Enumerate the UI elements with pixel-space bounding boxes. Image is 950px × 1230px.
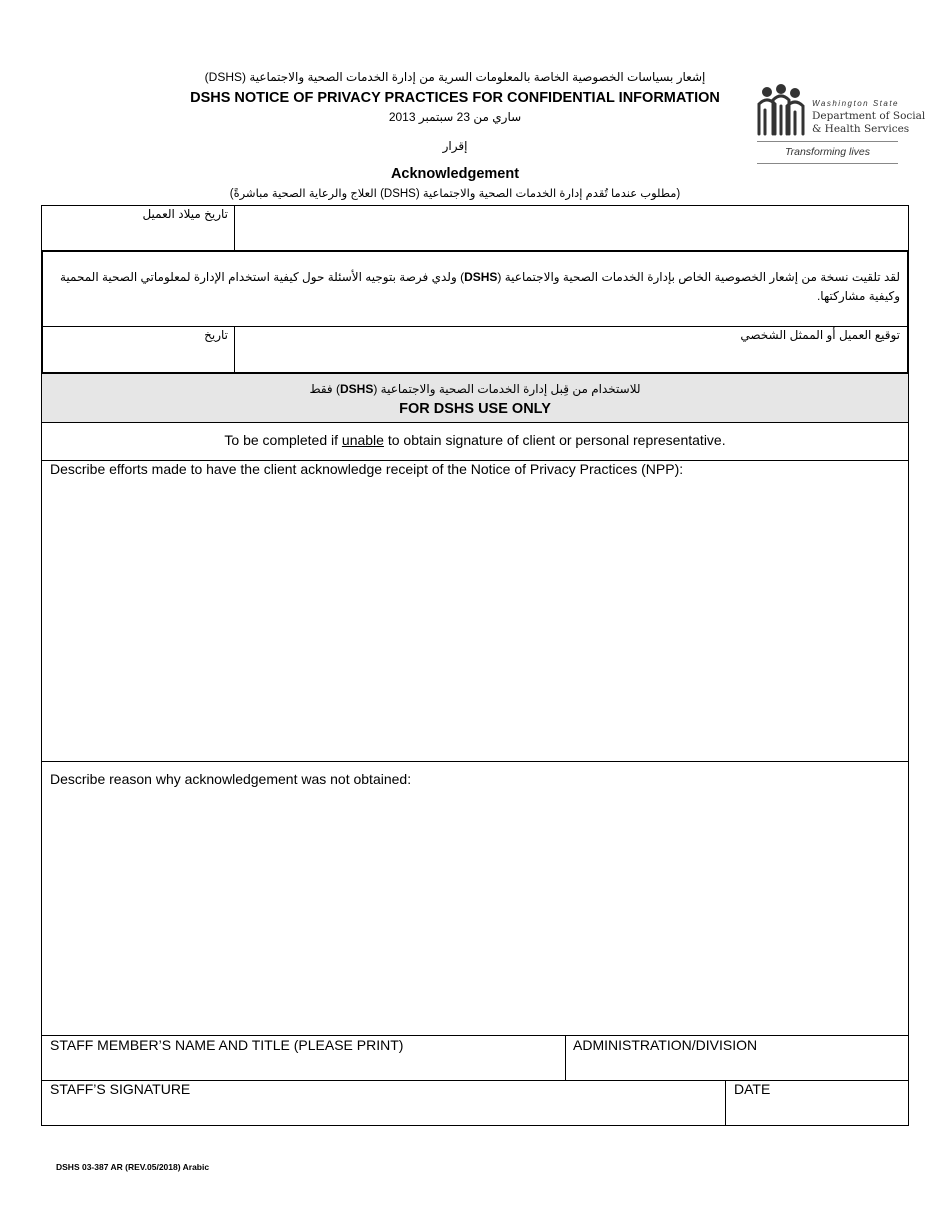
form-id: DSHS 03-387 AR (REV.05/2018) Arabic <box>56 1162 210 1172</box>
staff-date-label: DATE <box>734 1081 771 1097</box>
logo-divider <box>757 163 898 164</box>
logo-tagline: Transforming lives <box>785 146 870 158</box>
staff-signature-label: STAFF’S SIGNATURE <box>50 1081 191 1097</box>
completion-part1: To be completed if <box>224 432 342 448</box>
arabic-dshs-use-only <box>41 382 909 396</box>
people-logo-icon <box>755 84 807 138</box>
reason-field-label: Describe reason why acknowledgement was not obtained: <box>50 771 412 787</box>
staff-name-label: STAFF MEMBER’S NAME AND TITLE (PLEASE PRINT) <box>50 1037 404 1053</box>
acknowledgement-heading: Acknowledgement <box>390 166 520 182</box>
logo-dept-line2: & Health Services <box>812 123 910 135</box>
client-dob-label: تاريخ ميلاد العميل <box>142 207 228 221</box>
client-date-label: تاريخ <box>204 328 228 342</box>
ack-text-part1: لقد تلقيت نسخة من إشعار الخصوصية الخاص بإدارة الخدمات الصحية والاجتماعية ( <box>497 270 900 284</box>
form-divider <box>41 761 909 762</box>
ack-text-part2: ) ولدي فرصة بتوجيه الأسئلة حول كيفية استخدام الإدارة لمعلوماتي الصحية المحمية وكيفية مشاركتها. <box>59 270 900 303</box>
logo-department-text <box>812 110 925 136</box>
administration-division-label: ADMINISTRATION/DIVISION <box>573 1037 758 1053</box>
logo-divider <box>757 141 898 142</box>
arabic-required-note: (مطلوب عندما تُقدم إدارة الخدمات الصحية والاجتماعية (DSHS) العلاج والرعاية الصحية مباشرةً) <box>229 188 681 200</box>
ack-text-dshs: DSHS <box>464 270 498 284</box>
completion-part2: to obtain signature of client or personal representative. <box>383 432 726 448</box>
form-divider <box>41 1035 909 1036</box>
logo-state-text: Washington State <box>812 99 900 108</box>
completion-unable: unable <box>341 432 384 448</box>
dshs-use-ar-bold: DSHS <box>340 382 374 396</box>
form-column-divider <box>565 1035 566 1080</box>
signature-row-divider <box>43 326 907 327</box>
form-column-divider <box>725 1080 726 1126</box>
logo-dept-line1: Department of Social <box>812 110 926 122</box>
arabic-effective-date: ساري من 23 سبتمبر 2013 <box>388 110 522 124</box>
page-title: DSHS NOTICE OF PRIVACY PRACTICES FOR CONFIDENTIAL INFORMATION <box>190 90 720 106</box>
arabic-title: إشعار بسياسات الخصوصية الخاصة بالمعلومات السرية من إدارة الخدمات الصحية والاجتماعية (DSHS) <box>204 70 706 84</box>
dshs-use-only-title: FOR DSHS USE ONLY <box>399 401 551 417</box>
dob-divider <box>234 205 235 251</box>
client-signature-label: توقيع العميل أو الممثل الشخصي <box>740 328 900 342</box>
dshs-use-ar-part1: للاستخدام من قِبل إدارة الخدمات الصحية والاجتماعية ( <box>373 382 641 396</box>
arabic-acknowledgement-heading: إقرار <box>442 139 468 153</box>
dshs-use-ar-part2: ) فقط <box>309 382 340 396</box>
signature-column-divider <box>234 327 235 372</box>
efforts-field-label: Describe efforts made to have the client acknowledge receipt of the Notice of Privacy Practices (NPP): <box>50 461 684 477</box>
client-acknowledgement-text <box>60 268 900 306</box>
completion-instruction <box>41 432 909 448</box>
